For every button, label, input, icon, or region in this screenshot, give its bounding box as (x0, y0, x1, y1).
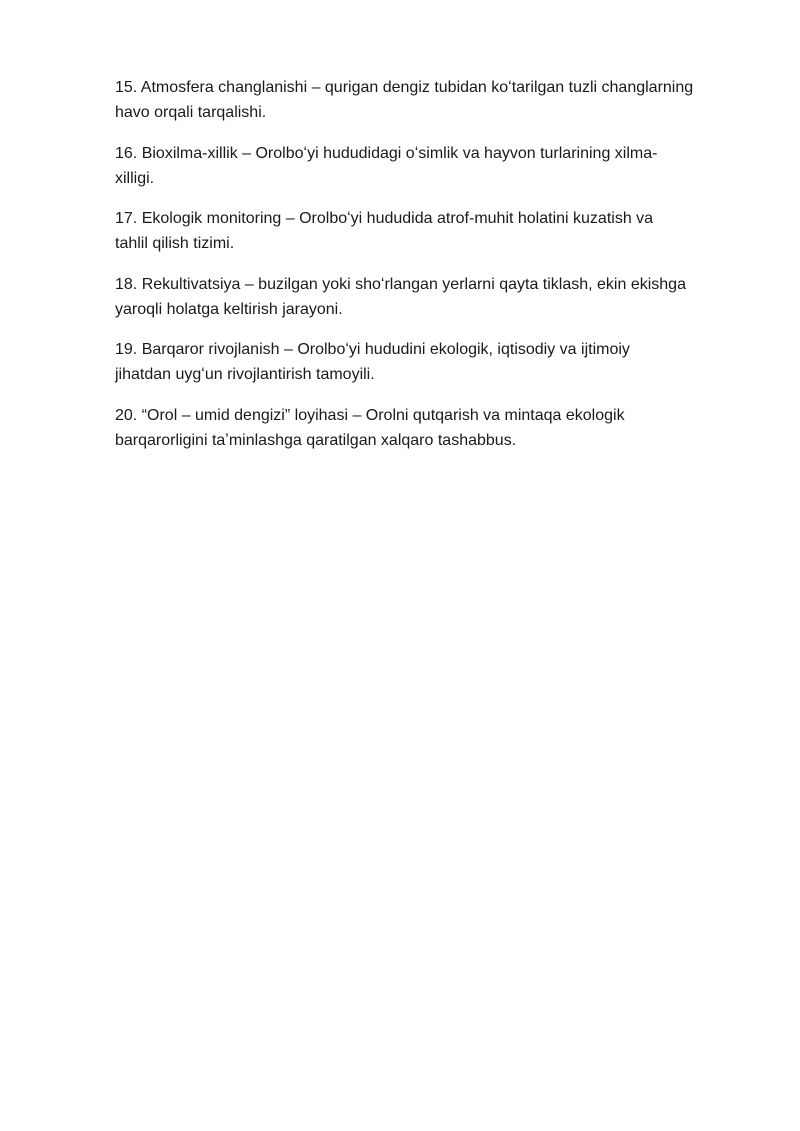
glossary-entry-15: 15. Atmosfera changlanishi – qurigan dengiz tubidan koʻtarilgan tuzli changlarning havo orqali tarqalishi. (115, 79, 694, 121)
glossary-list (115, 75, 745, 468)
glossary-entry-17: 17. Ekologik monitoring – Orolboʻyi hududida atrof-muhit holatini kuzatish va tahlil qilish tizimi. (115, 210, 654, 252)
glossary-entry-19: 19. Barqaror rivojlanish – Orolboʻyi hududini ekologik, iqtisodiy va ijtimoiy jihatdan uygʻun rivojlantirish tamoyili. (115, 341, 630, 383)
glossary-entry-16: 16. Bioxilma-xillik – Orolboʻyi hududidagi oʻsimlik va hayvon turlarining xilma- xilligi. (115, 144, 658, 187)
glossary-entry-18: 18. Rekultivatsiya – buzilgan yoki shoʻrlangan yerlarni qayta tiklash, ekin ekishga yaroqli holatga keltirish jarayoni. (115, 275, 686, 318)
glossary-entry-20: 20. “Orol – umid dengizi” loyihasi – Orolni qutqarish va mintaqa ekologik barqarorligini taʼminlashga qaratilgan xalqaro tashabbus. (115, 406, 625, 449)
